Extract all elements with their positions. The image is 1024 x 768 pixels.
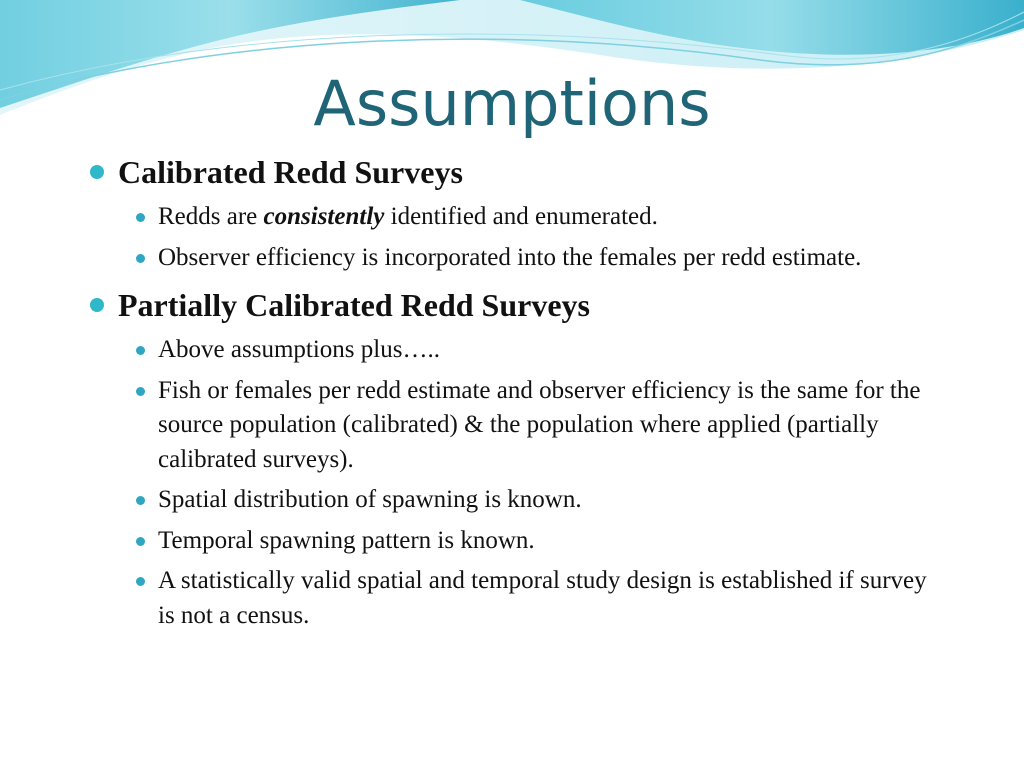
bullet-icon	[136, 254, 145, 263]
slide-content	[86, 152, 946, 639]
bullet-icon	[136, 537, 145, 546]
list-item: Spatial distribution of spawning is known.	[86, 483, 946, 518]
bullet-icon	[90, 165, 104, 179]
bullet-icon	[90, 298, 104, 312]
list-item: Fish or females per redd estimate and observer efficiency is the same for the source population (calibrated) & the population where applied (partially calibrated surveys).	[86, 374, 946, 478]
list-item: A statistically valid spatial and temporal study design is established if survey is not a census.	[86, 564, 946, 633]
bullet-icon	[136, 213, 145, 222]
bullet-icon	[136, 577, 145, 586]
bullet-icon	[136, 387, 145, 396]
bullet-icon	[136, 496, 145, 505]
section-heading-partially-calibrated: Partially Calibrated Redd Surveys	[86, 285, 946, 325]
list-item: Above assumptions plus…..	[86, 333, 946, 368]
slide-title: Assumptions	[313, 67, 711, 140]
section-heading-calibrated: Calibrated Redd Surveys	[86, 152, 946, 192]
list-item: Observer efficiency is incorporated into the females per redd estimate.	[86, 241, 946, 276]
list-item: Temporal spawning pattern is known.	[86, 524, 946, 559]
bullet-icon	[136, 346, 145, 355]
emphasis-text: consistently	[263, 203, 385, 230]
list-item: Redds are consistently identified and enumerated.	[86, 200, 946, 235]
